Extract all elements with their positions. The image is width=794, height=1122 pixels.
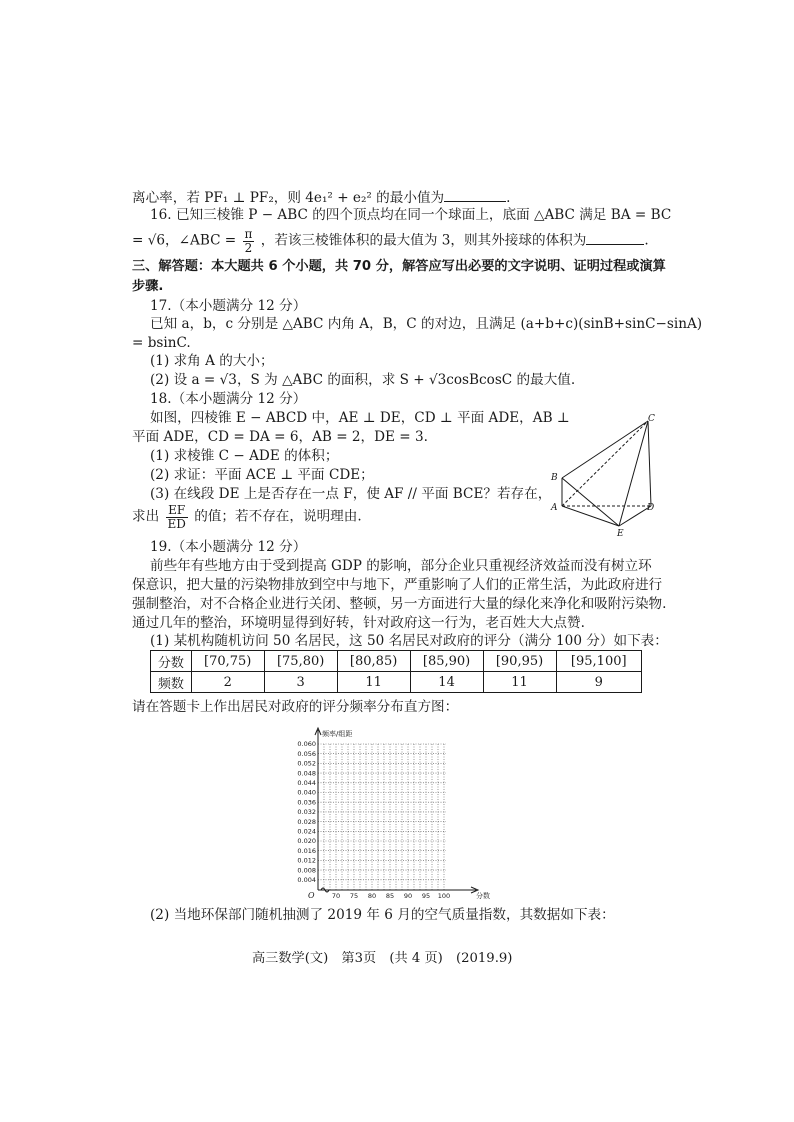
y-tick-label: 0.060 <box>297 740 316 749</box>
q17-heading: 17.（本小题满分 12 分） <box>150 298 307 314</box>
y-tick-label: 0.048 <box>297 769 316 778</box>
interval-cell: [85,90) <box>410 651 483 672</box>
row-label-frequency: 频数 <box>151 672 192 693</box>
q16-text-b: ，若该三棱锥体积的最大值为 3，则其外接球的体积为 <box>260 232 587 249</box>
score-frequency-table <box>150 650 642 693</box>
interval-cell: [75,80) <box>264 651 337 672</box>
label-c: C <box>648 414 655 424</box>
count-cell: 9 <box>556 672 642 693</box>
x-tick-label: 95 <box>421 892 431 900</box>
histogram-grid <box>290 722 490 902</box>
q15-tail-text: 离心率，若 PF₁ ⊥ PF₂，则 4e₁² + e₂² 的最小值为 <box>132 190 445 206</box>
answer-blank <box>586 232 644 245</box>
q16-period: . <box>644 232 649 249</box>
x-tick-label: 85 <box>385 892 395 900</box>
ef-over-ed-fraction <box>166 504 188 530</box>
pi-over-2-fraction <box>243 228 255 254</box>
q15-tail-line <box>132 189 510 206</box>
q17-line-2: = bsinC. <box>132 335 191 351</box>
q19-part-1: (1) 某机构随机访问 50 名居民，这 50 名居民对政府的评分（满分 100 分）如下表： <box>150 633 668 649</box>
x-tick-label: 70 <box>331 892 341 900</box>
q16-line-2 <box>132 228 649 254</box>
table-row <box>151 672 642 693</box>
y-tick-label: 0.044 <box>297 779 316 787</box>
y-tick-label: 0.016 <box>297 846 316 855</box>
origin-label: O <box>308 891 315 900</box>
axes <box>315 728 478 893</box>
x-tick-label: 100 <box>437 892 451 900</box>
q15-period: . <box>506 190 511 206</box>
x-tick-label: 90 <box>403 892 413 900</box>
interval-cell: [70,75) <box>191 651 264 672</box>
y-tick-label: 0.036 <box>297 798 316 807</box>
q19-line-3: 强制整治，对不合格企业进行关闭、整顿，另一方面进行大量的绿化来净化和吸附污染物. <box>132 596 667 612</box>
q16-text-a: = √6，∠ABC = <box>132 232 237 249</box>
y-tick-label: 0.008 <box>297 866 316 875</box>
q18-part-2: (2) 求证：平面 ACE ⊥ 平面 CDE； <box>150 467 374 483</box>
answer-blank <box>444 189 506 202</box>
section-3-heading-line-2: 步骤. <box>132 279 164 294</box>
count-cell: 11 <box>483 672 556 693</box>
tick-labels <box>297 740 450 900</box>
q18-part-3: (3) 在线段 DE 上是否存在一点 F，使 AF // 平面 BCE？若存在， <box>150 486 552 502</box>
y-tick-label: 0.024 <box>297 827 316 836</box>
q17-part-1: (1) 求角 A 的大小； <box>150 353 274 369</box>
label-a: A <box>551 503 558 513</box>
label-d: D <box>647 503 655 513</box>
q18-line-2: 平面 ADE，CD = DA = 6，AB = 2，DE = 3. <box>132 429 428 445</box>
q19-line-1: 前些年有些地方由于受到提高 GDP 的影响，部分企业只重视经济效益而没有树立环 <box>150 558 652 574</box>
y-tick-label: 0.032 <box>297 808 316 817</box>
count-cell: 11 <box>337 672 410 693</box>
q18-heading: 18.（本小题满分 12 分） <box>150 391 307 407</box>
y-tick-label: 0.020 <box>297 837 316 846</box>
y-tick-label: 0.056 <box>297 749 316 758</box>
fraction-numerator: EF <box>166 504 188 518</box>
grid-lines <box>318 744 446 890</box>
q17-line-1: 已知 a，b，c 分别是 △ABC 内角 A，B，C 的对边，且满足 (a+b+c)(sinB+sinC−sinA) <box>150 316 703 332</box>
y-tick-label: 0.052 <box>297 759 316 768</box>
q19-histogram-instruction: 请在答题卡上作出居民对政府的评分频率分布直方图： <box>132 699 459 715</box>
edge-cd <box>648 421 651 506</box>
interval-cell: [95,100] <box>556 651 642 672</box>
section-3-heading-line-1: 三、解答题：本大题共 6 个小题，共 70 分，解答应写出必要的文字说明、证明过程或演算 <box>132 259 666 274</box>
y-tick-label: 0.028 <box>297 817 316 826</box>
q16-line-1: 16. 已知三棱锥 P − ABC 的四个顶点均在同一个球面上，底面 △ABC 满足 BA = BC <box>150 207 672 223</box>
q18-text-a: 求出 <box>132 508 160 525</box>
page-footer: 高三数学(文) 第3页 (共 4 页) (2019.9) <box>252 951 513 966</box>
x-tick-label: 75 <box>349 892 359 900</box>
row-label-score: 分数 <box>151 651 192 672</box>
q18-part-1: (1) 求棱锥 C − ADE 的体积； <box>150 448 339 464</box>
x-axis-label: 分数 <box>476 892 490 900</box>
q17-part-2: (2) 设 a = √3，S 为 △ABC 的面积，求 S + √3cosBcosC 的最大值. <box>150 372 576 388</box>
label-b: B <box>551 473 558 483</box>
q18-text-b: 的值；若不存在，说明理由. <box>194 508 362 525</box>
y-tick-label: 0.012 <box>297 856 316 865</box>
x-tick-label: 80 <box>367 892 377 900</box>
count-cell: 2 <box>191 672 264 693</box>
edge-ae <box>562 506 619 526</box>
y-tick-label: 0.040 <box>297 788 316 797</box>
fraction-denominator: 2 <box>244 240 253 255</box>
edge-ac <box>562 421 648 506</box>
y-tick-label: 0.004 <box>297 876 316 884</box>
fraction-denominator: ED <box>167 516 186 531</box>
count-cell: 3 <box>264 672 337 693</box>
q18-line-1: 如图，四棱锥 E − ABCD 中，AE ⊥ DE，CD ⊥ 平面 ADE，AB ⊥ <box>150 410 570 426</box>
interval-cell: [80,85) <box>337 651 410 672</box>
q19-part-2: (2) 当地环保部门随机抽测了 2019 年 6 月的空气质量指数，其数据如下表： <box>150 907 615 923</box>
count-cell: 14 <box>410 672 483 693</box>
interval-cell: [90,95) <box>483 651 556 672</box>
label-e: E <box>617 529 624 536</box>
edge-be <box>562 478 619 526</box>
fraction-numerator: π <box>244 227 253 241</box>
y-axis-label: 频率/组距 <box>322 730 353 738</box>
pyramid-figure <box>548 412 660 536</box>
q19-line-4: 通过几年的整治，环境明显得到好转，针对政府这一行为，老百姓大大点赞. <box>132 615 585 631</box>
q19-heading: 19.（本小题满分 12 分） <box>150 539 307 555</box>
table-row <box>151 651 642 672</box>
q19-line-2: 保意识，把大量的污染物排放到空中与地下，严重影响了人们的正常生活，为此政府进行 <box>132 577 663 593</box>
q18-part-3-cont <box>132 504 362 530</box>
